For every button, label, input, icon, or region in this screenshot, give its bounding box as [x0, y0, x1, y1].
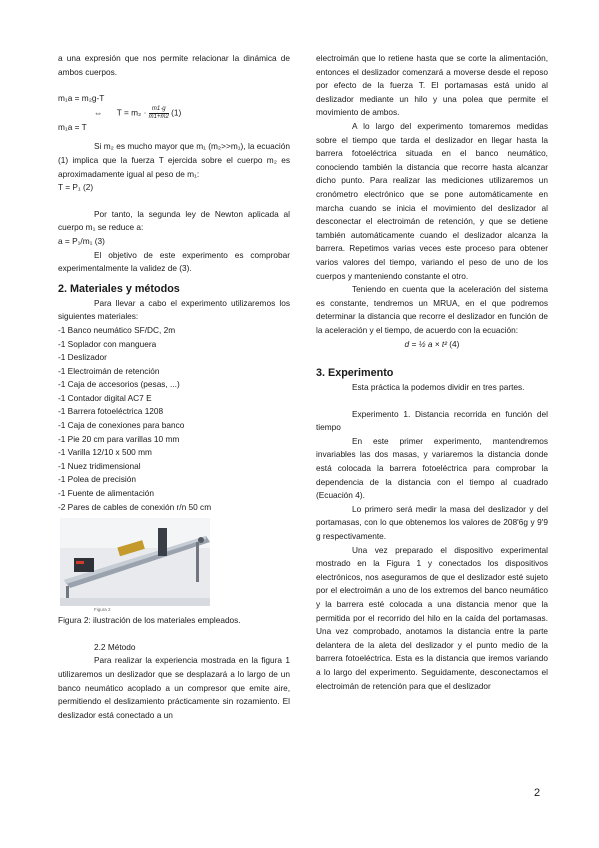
paragraph-materiales: Para llevar a cabo el experimento utilizaremos los siguientes materiales:: [58, 297, 290, 322]
list-item: -1 Varilla 12/10 x 500 mm: [58, 447, 152, 458]
paragraph-primer: En este primer experimento, mantendremos invariables las dos masas, y variaremos la distancia donde está colocada la barrera fotoeléctrica para comprobar la dependencia de la distancia con el tiempo al cuadrado (Ecuación 4).: [316, 435, 548, 501]
list-item: -1 Electroimán de retención: [58, 365, 160, 376]
equation-ref-1: (1): [171, 107, 182, 118]
equation-5: [316, 338, 548, 352]
fraction-denominator: m1+m2: [148, 113, 169, 120]
equation-4: a = P₁/m₁ (3): [58, 235, 105, 246]
paragraph-si: Si m₂ es mucho mayor que m₁ (m₂>>m₁), la ecuación (1) implica que la fuerza T ejercida sobre el cuerpo m₂ es aproximadamente igual al peso de m₁:: [58, 141, 290, 179]
list-item: -1 Caja de conexiones para banco: [58, 420, 185, 431]
equation-5-body: d = ½ a × t²: [404, 339, 447, 350]
figure-caption: Figura 2: ilustración de los materiales empleados.: [58, 615, 241, 626]
paragraph-teniendo: Teniendo en cuenta que la aceleración del sistema es constante, tendremos un MRUA, en el que podremos determinar la distancia que recorre el deslizador en función de la aceleración y el tiempo, de acuerdo con la ecuación:: [316, 284, 548, 335]
equation-3: T = P₁ (2): [58, 182, 94, 193]
tension-prefix: T = m₂ ·: [116, 107, 147, 118]
left-column: [58, 52, 290, 722]
paragraph-vez: Una vez preparado el dispositivo experimental mostrado en la Figura 1 y conectados los dispositivos electrónicos, nos aseguramos de que el deslizador esté sujeto por el electroimán a uno de los extremos del banco neumático y la barrera esté colocada a una distancia menor que la permitida por el recorrido del hilo en la caída del portamasas. Una vez comprobado, anotamos la distancia entre la parte delantera de la aleta del deslizador y el punto medio de la barrera fotoeléctrica. Esta es la distancia que iremos variando a lo largo del experimento. Seguidamente, desconectamos el electroimán de retención para que el deslizador: [316, 544, 548, 691]
figure-tag: Figura 2: [94, 607, 111, 613]
paragraph-tres: Esta práctica la podemos dividir en tres partes.: [352, 382, 525, 393]
list-item: -1 Caja de accesorios (pesas, ...): [58, 379, 180, 390]
right-column: [316, 52, 548, 693]
list-item: -2 Pares de cables de conexión r/n 50 cm: [58, 501, 212, 512]
paragraph-portanto: Por tanto, la segunda ley de Newton aplicada al cuerpo m₁ se reduce a:: [58, 208, 290, 233]
list-item: -1 Pie 20 cm para varillas 10 mm: [58, 433, 180, 444]
heading-materiales: 2. Materiales y métodos: [58, 282, 180, 295]
list-item: -1 Deslizador: [58, 352, 107, 363]
paragraph-objetivo: El objetivo de este experimento es comprobar experimentalmente la validez de (3).: [58, 249, 290, 274]
equation-ref-4: (4): [449, 339, 460, 350]
intro-paragraph: a una expresión que nos permite relacionar la dinámica de ambos cuerpos.: [58, 53, 290, 77]
equation-1: m₁a = m₂g-T: [58, 93, 105, 104]
equivalence-arrow: ⇔: [94, 107, 103, 118]
paragraph-largo: A lo largo del experimento tomaremos medidas sobre el tiempo que tarda el deslizador en llegar hasta la barrera fotoeléctrica situada en el banco neumático, conociendo también la distancia que recorre hasta alcanzar dicho punto. Para realizar las mediciones utilizaremos un cronómetro electrónico que se pone automáticamente en marcha cuando se inicia el movimiento del deslizador al desconectar el electroimán de retención, y que se detiene también automáticamente cuando el deslizador alcanza la barrera. Repetimos varias veces este proceso para obtener varios valores del tiempo, variando el peso de uno de los cuerpos y manteniendo constante el otro.: [316, 120, 548, 281]
fraction-numerator: m1·g: [149, 106, 169, 114]
heading-experimento: 3. Experimento: [316, 367, 394, 380]
list-item: -1 Polea de precisión: [58, 474, 136, 485]
paragraph-masa: Lo primero será medir la masa del deslizador y del portamasas, con lo que obtenemos los valores de 208'6g y 9'9 g respectivamente.: [316, 503, 548, 541]
page-number: 2: [534, 787, 541, 799]
list-item: -1 Banco neumático SF/DC, 2m: [58, 324, 176, 335]
materials-list: [58, 324, 290, 514]
paragraph-metodo: Para realizar la experiencia mostrada en la figura 1 utilizaremos un deslizador que se desplazará a lo largo de un banco neumático acoplado a un compresor que emite aire, permitiendo el deslizamiento prácticamente sin rozamiento. El deslizador está conectado a un: [58, 655, 290, 720]
materials-photo: [60, 518, 210, 606]
air-track-illustration: [60, 518, 210, 606]
list-item: -1 Soplador con manguera: [58, 338, 157, 349]
heading-metodo: 2.2 Método: [94, 641, 136, 652]
equation-2: m₁a = T: [58, 121, 87, 132]
list-item: -1 Barrera fotoeléctrica 1208: [58, 406, 164, 417]
paragraph-continued: electroimán que lo retiene hasta que se corte la alimentación, entonces el deslizador comenzará a moverse desde el reposo por efecto de la fuerza T. El portamasas está unido al deslizador mediante un hilo y una polea que permite el movimiento de ambos.: [316, 53, 548, 118]
paragraph-exp1: Experimento 1. Distancia recorrida en función del tiempo: [316, 408, 548, 433]
list-item: -1 Nuez tridimensional: [58, 460, 141, 471]
list-item: -1 Fuente de alimentación: [58, 488, 154, 499]
list-item: -1 Contador digital AC7 E: [58, 392, 152, 403]
equation-tension: [94, 106, 290, 121]
tension-fraction: [149, 106, 169, 121]
